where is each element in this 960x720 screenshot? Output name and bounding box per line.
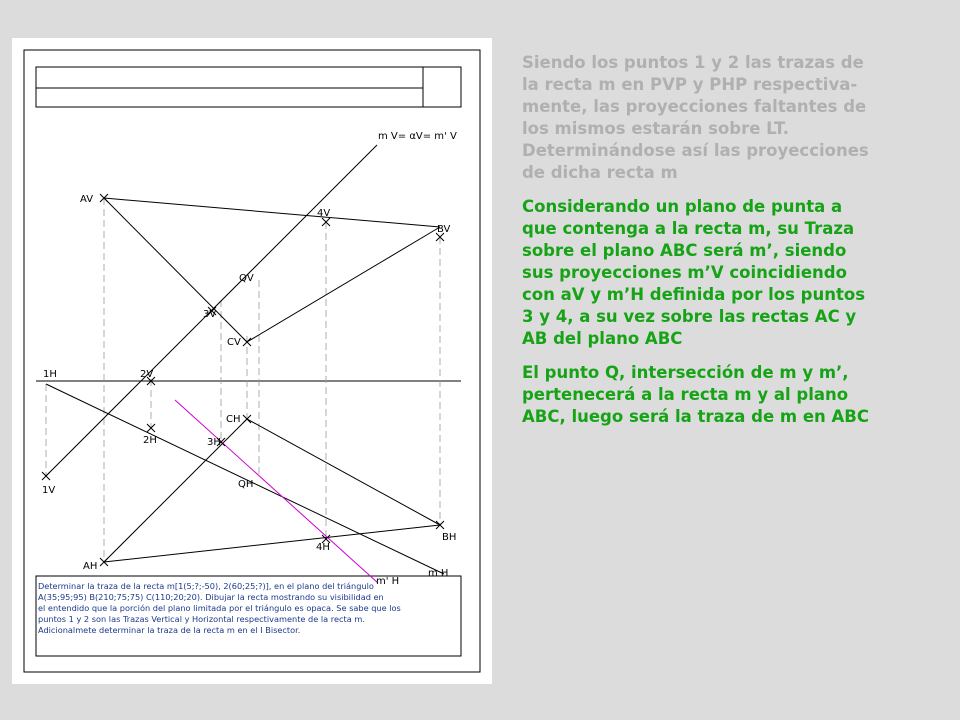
explanation-line: El punto Q, intersección de m y m’,: [522, 363, 849, 382]
explanation-text: [522, 52, 932, 440]
explanation-line: que contenga a la recta m, su Traza: [522, 219, 855, 238]
explanation-line: de dicha recta m: [522, 163, 678, 182]
explanation-line: la recta m en PVP y PHP respectiva-: [522, 75, 858, 94]
label-av: AV: [80, 194, 94, 205]
explanation-line: con aV y m’H definida por los puntos: [522, 285, 866, 304]
label-4h: 4H: [316, 542, 330, 553]
m-prime-h-line: [175, 400, 378, 583]
label-qv: QV: [239, 273, 254, 284]
label-bv: BV: [437, 224, 451, 235]
explanation-line: pertenecerá a la recta m y al plano: [522, 385, 849, 404]
explanation-line: Determinándose así las proyecciones: [522, 141, 869, 160]
explanation-line: 3 y 4, a su vez sobre las rectas AC y: [522, 307, 857, 326]
label-3v: 3V: [203, 309, 217, 320]
label-ch: CH: [226, 414, 241, 425]
label-3h: 3H: [207, 437, 221, 448]
explanation-paragraph-2: [522, 196, 932, 350]
explanation-paragraph-3: [522, 362, 932, 428]
projection-lines: [46, 198, 440, 562]
label-2v: 2V: [140, 369, 154, 380]
label-cv: CV: [227, 337, 241, 348]
explanation-line: Siendo los puntos 1 y 2 las trazas de: [522, 53, 864, 72]
label-1h: 1H: [43, 369, 57, 380]
explanation-line: sus proyecciones m’V coincidiendo: [522, 263, 847, 282]
label-4v: 4V: [317, 208, 331, 219]
label-title-line: m V= αV= m' V: [378, 131, 457, 142]
statement-line: puntos 1 y 2 son las Trazas Vertical y Horizontal respectivamente de la recta m.: [38, 614, 365, 624]
label-2h: 2H: [143, 435, 157, 446]
title-block: [36, 67, 461, 107]
label-mh: m H: [428, 568, 449, 579]
explanation-line: Considerando un plano de punta a: [522, 197, 843, 216]
statement-line: Determinar la traza de la recta m[1(5;?;-50), 2(60;25;?)], en el plano del triángulo: [38, 581, 374, 591]
label-qh: QH: [238, 479, 254, 490]
statement-line: Adicionalmete determinar la traza de la recta m en el I Bisector.: [38, 625, 301, 635]
explanation-paragraph-1: [522, 52, 932, 184]
sheet-border: [24, 50, 480, 672]
statement-line: el entendido que la porción del plano limitada por el triángulo es opaca. Se sabe que los: [38, 603, 401, 613]
explanation-line: ABC, luego será la traza de m en ABC: [522, 407, 869, 426]
explanation-line: mente, las proyecciones faltantes de: [522, 97, 867, 116]
drawing-sheet: [12, 38, 492, 684]
label-m-prime-h: m' H: [376, 576, 400, 587]
problem-statement: [38, 581, 462, 636]
point-markers: [42, 194, 444, 566]
label-1v: 1V: [42, 485, 56, 496]
statement-line: A(35;95;95) B(210;75;75) C(110;20;20). Dibujar la recta mostrando su visibilidad en: [38, 592, 384, 602]
explanation-line: los mismos estarán sobre LT.: [522, 119, 789, 138]
explanation-line: sobre el plano ABC será m’, siendo: [522, 241, 847, 260]
label-bh: BH: [442, 532, 457, 543]
explanation-line: AB del plano ABC: [522, 329, 683, 348]
label-ah: AH: [83, 561, 98, 572]
vertical-projection: [46, 145, 440, 476]
